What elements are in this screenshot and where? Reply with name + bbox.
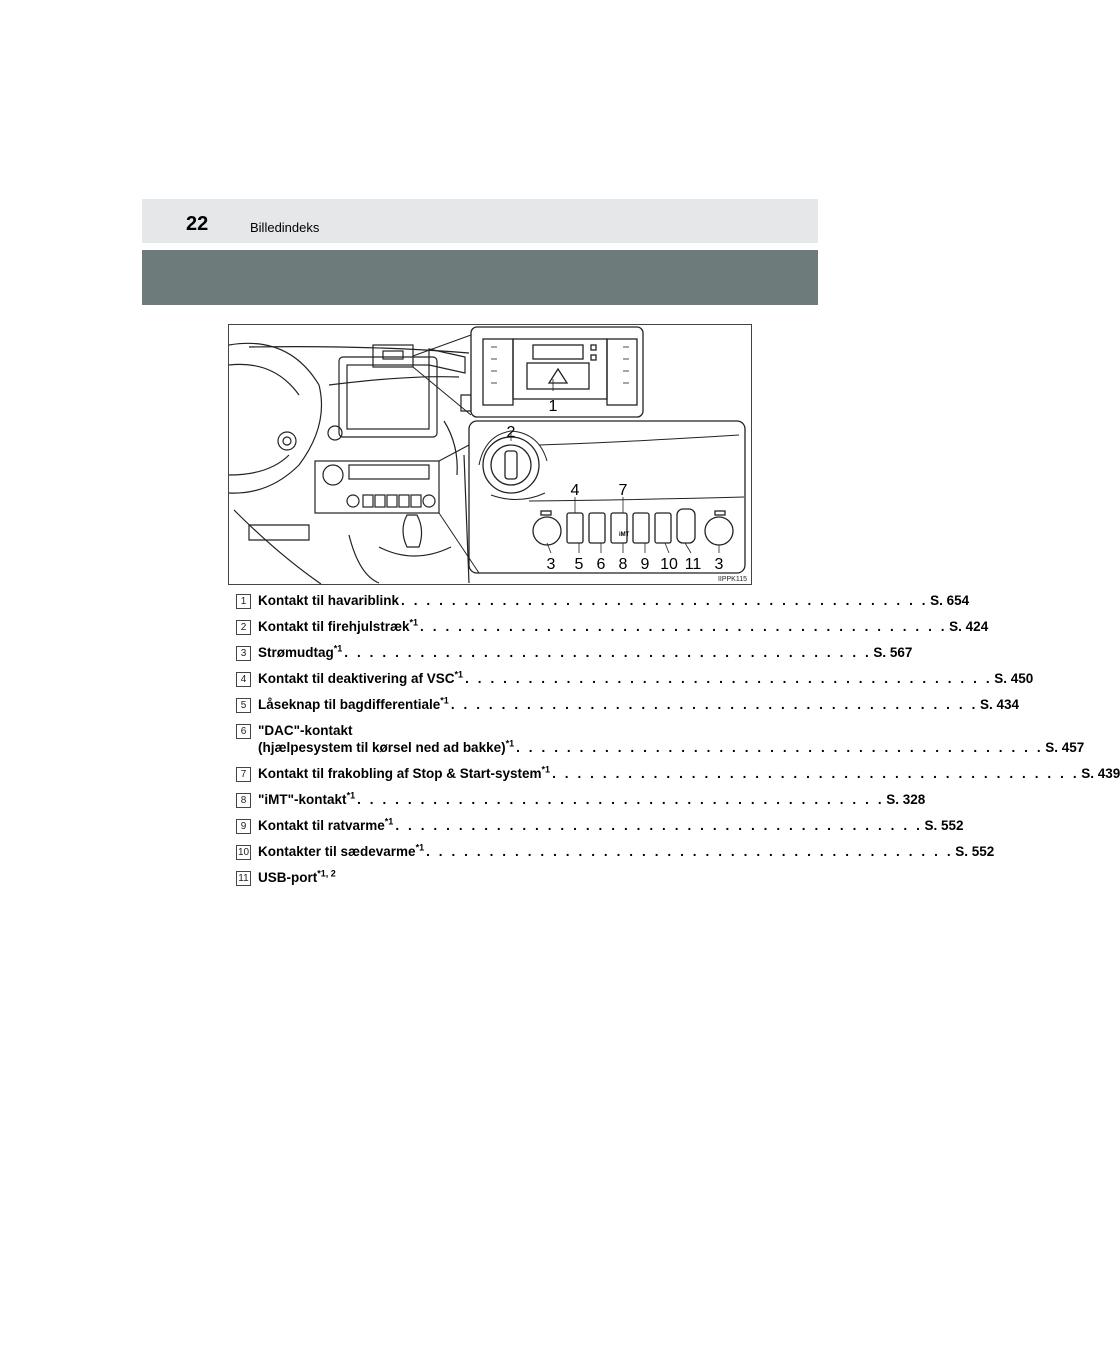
item-label: Kontakt til frakobling af Stop & Start-system (258, 766, 542, 781)
list-item: 4 Kontakt til deaktivering af VSC$^{*1}$ . . . . . . . . . . . . . . . . . . . . . . . . . . . . . . . . . . . . . . . . . . S. 450 (236, 670, 726, 687)
callout-9: 9 (640, 556, 650, 573)
callout-6: 6 (596, 556, 606, 573)
item-page[interactable]: S. 457 (1045, 740, 1085, 755)
item-number: 7 (236, 767, 251, 782)
item-footnote: *1 (454, 669, 464, 680)
item-label: Kontakt til ratvarme (258, 818, 385, 833)
item-footnote: *1 (440, 695, 449, 706)
infotainment-screen (339, 357, 437, 437)
item-label: Kontakt til havariblink (258, 593, 400, 608)
item-number: 5 (236, 698, 251, 713)
list-item: 2 Kontakt til firehjulstræk$^{*1}$ . . . . . . . . . . . . . . . . . . . . . . . . . . . . . . . . . . . . . . . . . . S. 424 (236, 618, 726, 635)
list-item: 10 Kontakter til sædevarme$^{*1}$ . . . . . . . . . . . . . . . . . . . . . . . . . . . . . . . . . . . . . . . . . . S. 552 (237, 842, 995, 859)
list-item: 1 Kontakt til havariblink . . . . . . . . . . . . . . . . . . . . . . . . . . . . . . . . . . . . . . . . . . S. 654 (236, 592, 726, 609)
list-item: 7 Kontakt til frakobling af Stop & Start-system$^{*1}$ . . . . . . . . . . . . . . . . . . . . . . . . . . . . . . . . . . . . . . . . . . S. 439 (236, 765, 726, 782)
list-item: 8 "iMT"-kontakt$^{*1}$ . . . . . . . . . . . . . . . . . . . . . . . . . . . . . . . . . . . . . . . . . . S. 328 (236, 791, 726, 808)
callout-3-left: 3 (546, 556, 556, 573)
item-label-line1: "DAC"-kontakt (258, 723, 353, 738)
item-label: Kontakt til deaktivering af VSC (258, 671, 455, 686)
callout-4: 4 (570, 482, 580, 499)
item-footnote: *1 (505, 738, 515, 749)
header-bar (142, 199, 818, 243)
item-page[interactable]: S. 552 (924, 818, 964, 833)
section-title: Billedindeks (250, 220, 320, 235)
callout-3-right: 3 (714, 556, 724, 573)
item-label: Strømudtag (258, 645, 334, 660)
list-item: 9 Kontakt til ratvarme$^{*1}$ . . . . . . . . . . . . . . . . . . . . . . . . . . . . . . . . . . . . . . . . . . S. 552 (236, 817, 726, 834)
list-item (236, 869, 726, 886)
callout-11: 11 (684, 556, 702, 573)
item-page[interactable]: S. 424 (949, 619, 989, 634)
item-number: 6 (236, 724, 251, 739)
figure-code: IIPPK115 (717, 576, 747, 583)
dashboard-drawing (229, 325, 751, 584)
item-page[interactable]: S. 439 (1081, 766, 1120, 781)
hazard-inset (413, 327, 643, 417)
page-number: 22 (186, 213, 209, 235)
list-item: 6 "DAC"-kontakt (hjælpesystem til kørsel ned ad bakke)$^{*1}$ . . . . . . . . . . . . . . . . . . . . . . . . . . . . . . . . . . . . . . . . . . S. 457 (236, 722, 726, 756)
item-number: 2 (236, 620, 251, 635)
callout-10: 10 (660, 556, 678, 573)
dashboard-illustration (228, 324, 752, 585)
item-label: "iMT"-kontakt (258, 792, 347, 807)
item-label: USB-port (258, 870, 318, 885)
imt-switch-label: iMT (619, 532, 630, 538)
callout-1: 1 (548, 398, 558, 415)
item-number: 3 (236, 646, 251, 661)
item-label: Kontakt til firehjulstræk (258, 619, 410, 634)
item-label: Låseknap til bagdifferentiale (258, 697, 441, 712)
section-band (142, 250, 818, 305)
item-footnote: *1, 2 (317, 868, 336, 879)
item-page[interactable]: S. 434 (979, 697, 1019, 712)
item-footnote: *1 (333, 643, 343, 654)
callout-8: 8 (618, 556, 628, 573)
item-number: 10 (237, 847, 250, 858)
item-page[interactable]: S. 552 (955, 844, 995, 859)
callout-5: 5 (574, 556, 584, 573)
item-footnote: *1 (541, 764, 551, 775)
item-label: (hjælpesystem til kørsel ned ad bakke) (258, 740, 506, 755)
item-footnote: *1 (415, 842, 425, 853)
steering-wheel (229, 343, 322, 493)
item-label: Kontakter til sædevarme (258, 844, 416, 859)
gear-lever (403, 515, 422, 547)
switch-inset (439, 421, 745, 573)
item-number: 4 (236, 672, 251, 687)
item-number: 9 (236, 819, 251, 834)
item-page[interactable]: S. 450 (994, 671, 1034, 686)
center-panel (315, 461, 439, 513)
item-page[interactable]: S. 328 (886, 792, 926, 807)
item-number: 8 (236, 793, 251, 808)
index-list (236, 592, 1120, 895)
item-number: 1 (236, 594, 251, 609)
list-item: 5 Låseknap til bagdifferentiale$^{*1}$ . . . . . . . . . . . . . . . . . . . . . . . . . . . . . . . . . . . . . . . . . . S. 434 (236, 696, 726, 713)
ignition-knob (278, 432, 296, 450)
callout-2: 2 (506, 424, 516, 441)
item-page[interactable]: S. 654 (930, 593, 970, 608)
item-number: 11 (236, 871, 251, 886)
item-footnote: *1 (384, 816, 394, 827)
item-page[interactable]: S. 567 (873, 645, 913, 660)
callout-7: 7 (618, 482, 628, 499)
item-footnote: *1 (346, 790, 356, 801)
list-item: 3 Strømudtag$^{*1}$ . . . . . . . . . . . . . . . . . . . . . . . . . . . . . . . . . . . . . . . . . . S. 567 (236, 644, 726, 661)
item-footnote: *1 (409, 617, 419, 628)
